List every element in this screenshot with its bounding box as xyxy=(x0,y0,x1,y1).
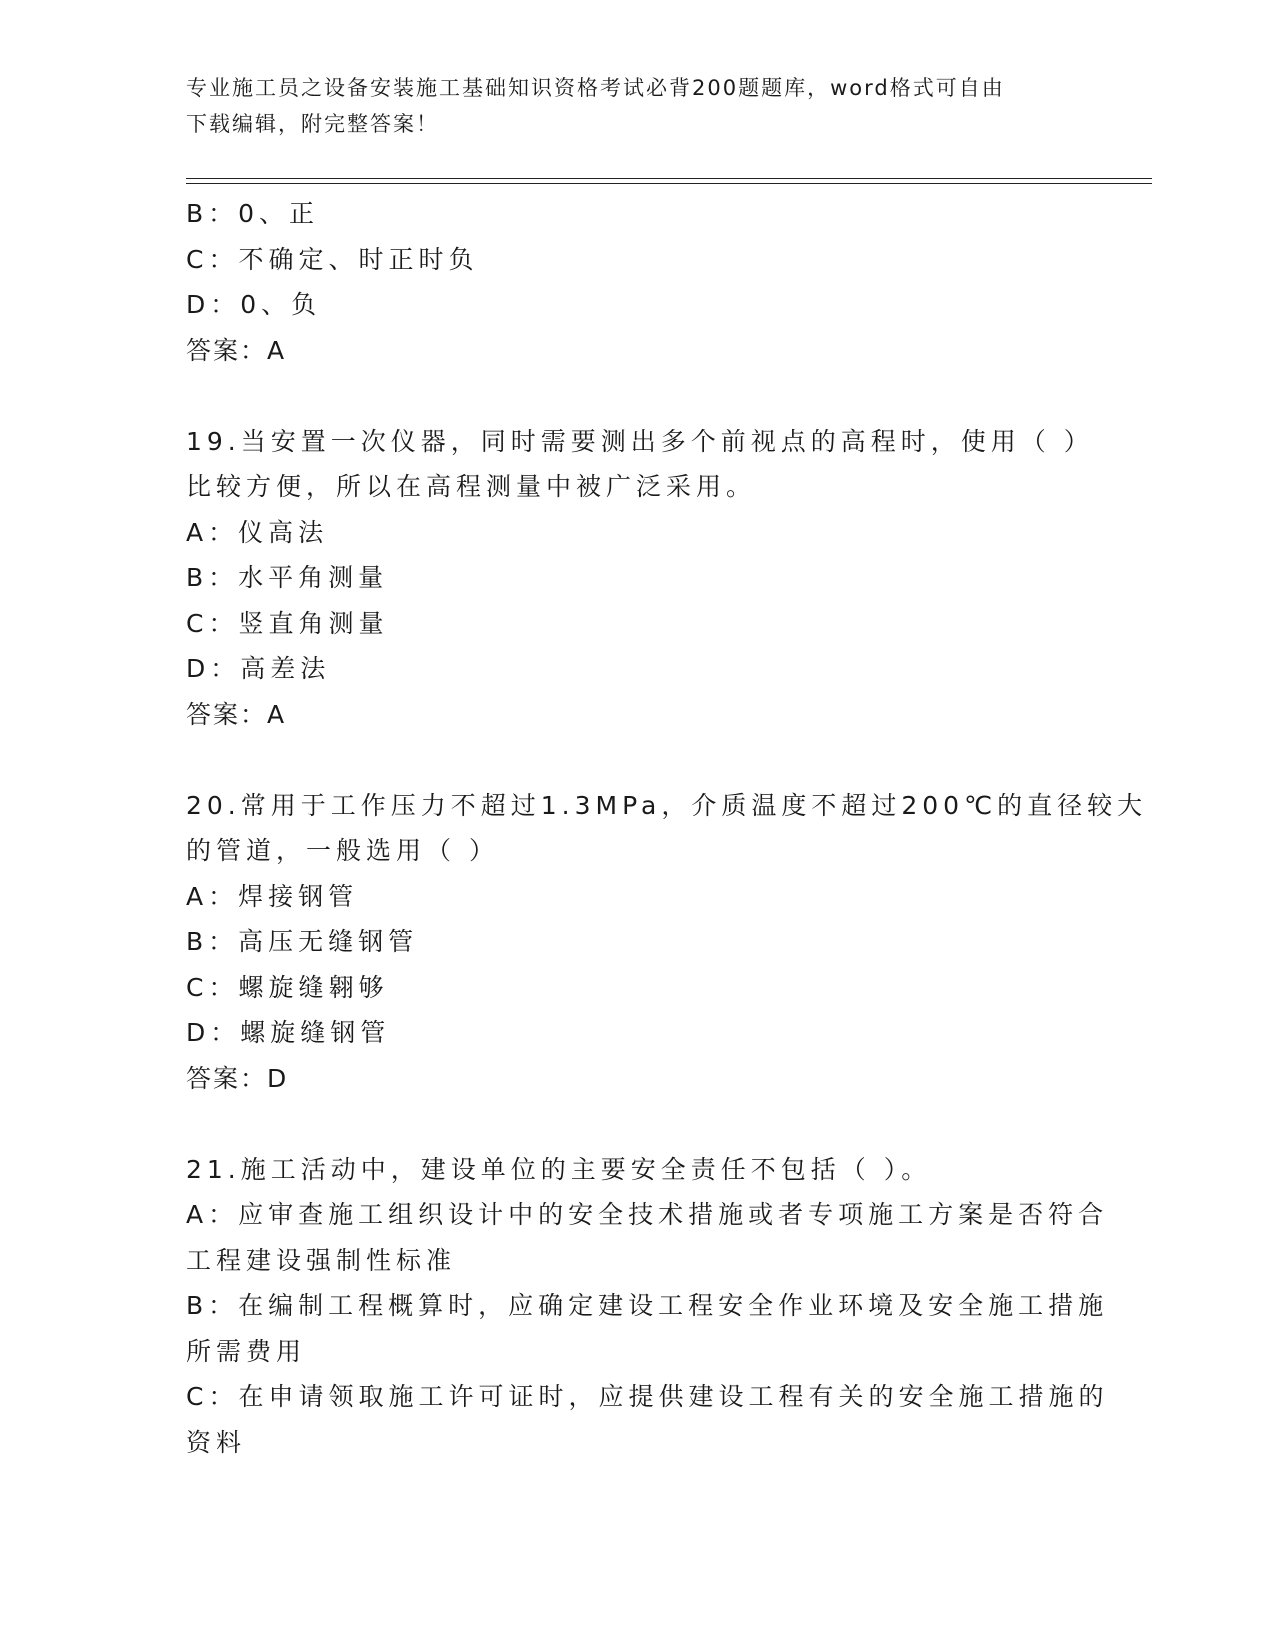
document-header xyxy=(186,70,1066,142)
header-line-1: 专业施工员之设备安装施工基础知识资格考试必背200题题库，word格式可自由 xyxy=(186,76,1005,100)
option-c: C：在申请领取施工许可证时，应提供建设工程有关的安全施工措施的 xyxy=(186,1382,1109,1411)
question-stem: 20.常用于工作压力不超过1.3MPa，介质温度不超过200℃的直径较大 xyxy=(186,790,1148,820)
option-b: B：0、正 xyxy=(186,199,320,228)
header-line-2: 下载编辑，附完整答案！ xyxy=(186,112,439,136)
option-b: B：水平角测量 xyxy=(186,563,389,592)
question-21 xyxy=(186,1147,1109,1466)
option-c: C：螺旋缝翱够 xyxy=(186,972,389,1002)
option-a: A：仪高法 xyxy=(186,517,329,547)
option-b-continued: 所需费用 xyxy=(186,1336,307,1366)
answer: 答案：A xyxy=(186,335,287,365)
spacer xyxy=(186,1101,1086,1147)
option-b: B：在编制工程概算时，应确定建设工程安全作业环境及安全施工措施 xyxy=(186,1291,1109,1320)
question-stem-continued: 比较方便，所以在高程测量中被广泛采用。 xyxy=(186,472,757,501)
question-list xyxy=(186,191,1148,1465)
question-stem: 21.施工活动中，建设单位的主要安全责任不包括（ ）。 xyxy=(186,1154,932,1184)
option-a-continued: 工程建设强制性标准 xyxy=(186,1245,457,1275)
option-c-continued: 资料 xyxy=(186,1427,247,1457)
answer: 答案：D xyxy=(186,1063,289,1093)
header-rule-top xyxy=(186,178,1152,179)
header-rule-bottom xyxy=(186,183,1152,184)
option-d: D：高差法 xyxy=(186,654,331,683)
option-b: B：高压无缝钢管 xyxy=(186,927,419,956)
option-d: D：0、负 xyxy=(186,290,322,319)
option-c: C：不确定、时正时负 xyxy=(186,244,479,274)
question-stem-continued: 的管道，一般选用（ ） xyxy=(186,836,499,865)
question-20 xyxy=(186,783,1148,1102)
question-18-tail xyxy=(186,191,1086,373)
option-a: A：应审查施工组织设计中的安全技术措施或者专项施工方案是否符合 xyxy=(186,1200,1109,1229)
question-19 xyxy=(186,419,1094,738)
option-c: C：竖直角测量 xyxy=(186,608,389,638)
answer: 答案：A xyxy=(186,699,287,729)
option-a: A：焊接钢管 xyxy=(186,881,359,911)
question-stem: 19.当安置一次仪器，同时需要测出多个前视点的高程时，使用（ ） xyxy=(186,426,1094,456)
option-d: D：螺旋缝钢管 xyxy=(186,1018,391,1047)
spacer xyxy=(186,373,1086,419)
spacer xyxy=(186,737,1086,783)
